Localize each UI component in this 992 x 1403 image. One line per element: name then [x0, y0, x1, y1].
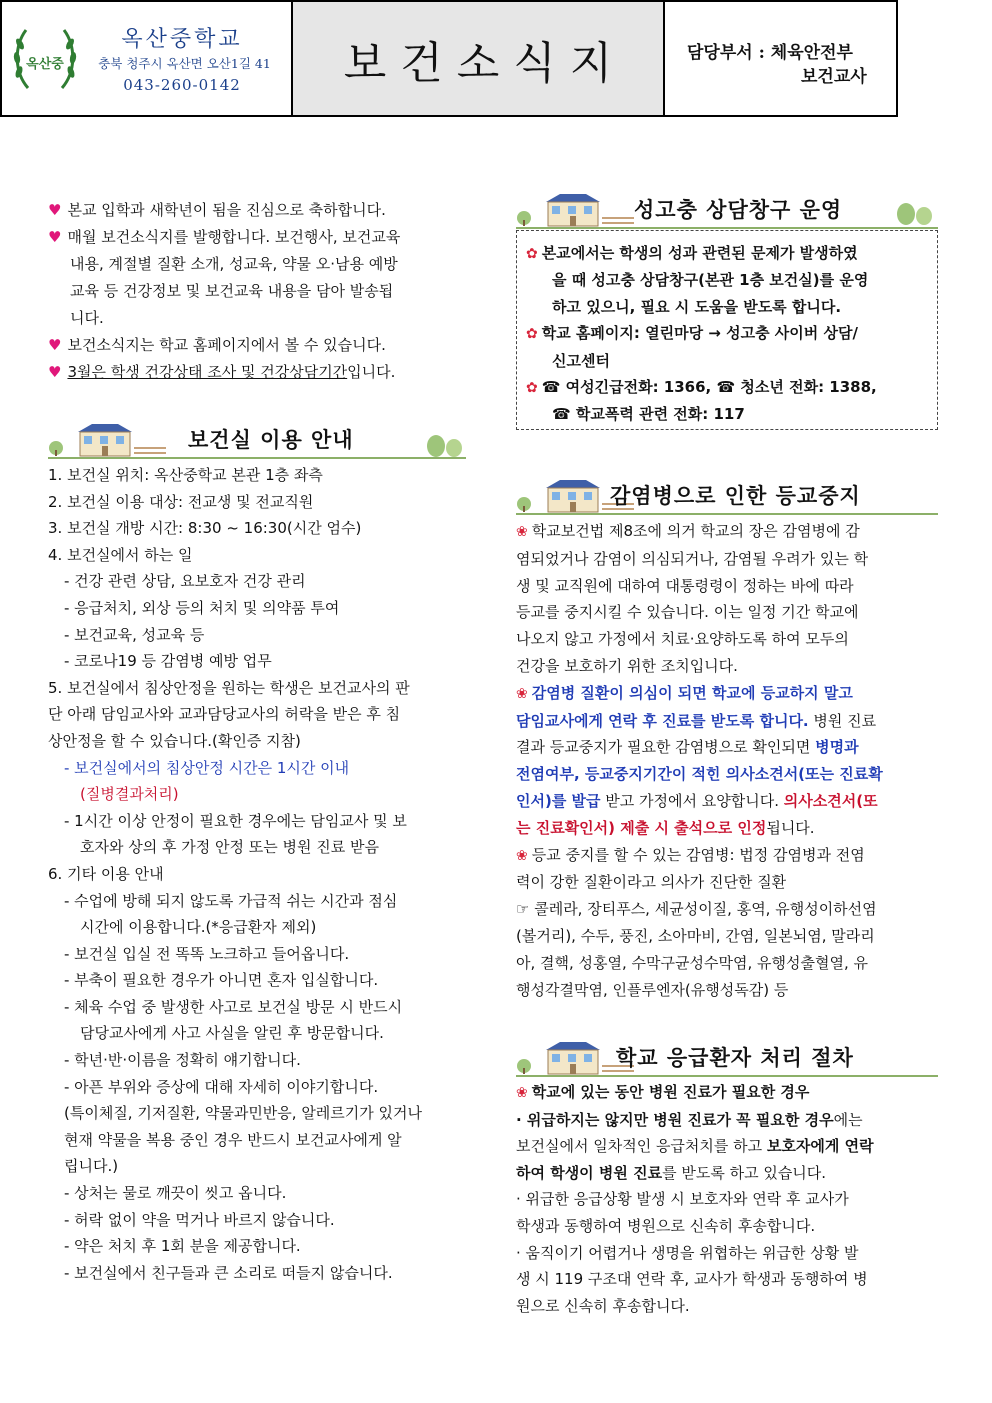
intro-item-cont: 내용, 계절별 질환 소개, 성교육, 약물 오·남용 예방 — [70, 255, 398, 273]
paragraph-line: 나오지 않고 가정에서 치료·요양하도록 하여 모두의 — [516, 630, 849, 649]
flower-icon: ✿ — [526, 380, 538, 397]
paragraph-line: ❀ 감염병 질환이 의심이 되면 학교에 등교하지 말고 — [516, 683, 853, 702]
school-name: 옥산중학교 — [121, 27, 243, 52]
banner-underline — [516, 1075, 938, 1077]
paragraph-line: 인서)를 발급 받고 가정에서 요양합니다. 의사소견서(또 — [516, 791, 878, 810]
section-title: 성고충 상담창구 운영 — [634, 198, 843, 222]
list-item: - 보건실에서의 침상안정 시간은 1시간 이내 — [64, 758, 350, 777]
intro-item: ♥ 3월은 학생 건강상태 조사 및 건강상담기간입니다. — [48, 363, 396, 381]
tree-icon — [424, 432, 464, 460]
banner-infection — [516, 478, 938, 518]
list-item: - 응급처치, 외상 등의 처치 및 의약품 투여 — [64, 598, 340, 617]
list-item: 을 때 성고충 상담창구(본관 1층 보건실)를 운영 — [552, 271, 869, 290]
paragraph-line: 전염여부, 등교중지기간이 적힌 의사소견서(또는 진료확 — [516, 765, 883, 784]
paragraph-line: (볼거리), 수두, 풍진, 소아마비, 간염, 일본뇌염, 말라리 — [516, 926, 875, 945]
department-info — [665, 2, 896, 115]
list-item: ☎ 학교폭력 관련 전화: 117 — [552, 405, 745, 424]
school-address: 충북 청주시 옥산면 오산1길 41 — [98, 56, 271, 71]
emergency-list — [516, 1079, 946, 1319]
phone-icon: ☎ — [541, 378, 566, 397]
list-item: 6. 기타 이용 안내 — [48, 864, 164, 883]
list-item: 5. 보건실에서 침상안정을 원하는 학생은 보건교사의 판 — [48, 678, 410, 697]
paragraph-line: · 움직이기 어렵거나 생명을 위협하는 위급한 상황 발 — [516, 1243, 859, 1262]
flower-icon: ✿ — [526, 326, 538, 343]
paragraph-line: 아, 결핵, 성홍열, 수막구균성수막염, 유행성출혈열, 유 — [516, 953, 868, 972]
phone-icon: ☎ — [552, 405, 576, 424]
list-item: - 수업에 방해 되지 않도록 가급적 쉬는 시간과 점심 — [64, 891, 398, 910]
paragraph-line: 학생과 동행하여 병원으로 신속히 후송합니다. — [516, 1216, 816, 1235]
heart-icon: ♥ — [48, 201, 62, 219]
paragraph-line: 생 및 교직원에 대하여 대통령령이 정하는 바에 따라 — [516, 576, 854, 595]
health-room-list — [48, 462, 488, 1286]
paragraph-line: ❀ 등교 중지를 할 수 있는 감염병: 법정 감염병과 전염 — [516, 845, 865, 864]
paragraph-line: 는 진료확인서) 제출 시 출석으로 인정됩니다. — [516, 818, 815, 837]
intro-item: ♥ 매월 보건소식지를 발행합니다. 보건행사, 보건교육 — [48, 228, 401, 246]
paragraph-line: ☞ 콜레라, 장티푸스, 세균성이질, 홍역, 유행성이하선염 — [516, 900, 877, 919]
banner-emergency — [516, 1040, 938, 1080]
flower-icon: ❀ — [516, 524, 528, 540]
flower-icon: ❀ — [516, 1085, 528, 1101]
banner-underline — [516, 513, 938, 515]
svg-text:옥산중: 옥산중 — [26, 57, 64, 72]
list-item: (질병결과처리) — [80, 785, 179, 804]
paragraph-line: 담임교사에게 연락 후 진료를 받도록 합니다. 병원 진료 — [516, 711, 877, 730]
paragraph-line: 력이 강한 질환이라고 의사가 진단한 질환 — [516, 873, 787, 892]
newsletter-header — [0, 0, 898, 117]
list-item: - 학년·반·이름을 정확히 얘기합니다. — [64, 1051, 301, 1070]
heart-icon: ♥ — [48, 228, 62, 246]
paragraph-line: 원으로 신속히 후송합니다. — [516, 1296, 690, 1315]
paragraph-line: 생 시 119 구조대 연락 후, 교사가 학생과 동행하여 병 — [516, 1270, 868, 1289]
list-item: ✿ 본교에서는 학생의 성과 관련된 문제가 발생하였 — [526, 244, 858, 262]
list-item: - 보건교육, 성교육 등 — [64, 625, 205, 644]
list-item: ✿ ☎ 여성긴급전화: 1366, ☎ 청소년 전화: 1388, — [526, 378, 877, 397]
school-emblem-icon — [12, 22, 78, 94]
intro-item-cont: 교육 등 건강정보 및 보건교육 내용을 담아 발송됩 — [70, 282, 394, 300]
list-item: - 보건실에서 친구들과 큰 소리로 떠들지 않습니다. — [64, 1263, 393, 1282]
list-item: 하고 있으니, 필요 시 도움을 받도록 합니다. — [552, 297, 842, 316]
section-title: 보건실 이용 안내 — [188, 428, 354, 452]
paragraph-line: 건강을 보호하기 위한 조치입니다. — [516, 656, 738, 675]
paragraph-line: 결과 등교중지가 필요한 감염병으로 확인되면 병명과 — [516, 738, 859, 757]
list-item: - 약은 처치 후 1회 분을 제공합니다. — [64, 1237, 301, 1256]
paragraph-line: · 위급하지는 않지만 병원 진료가 꼭 필요한 경우에는 — [516, 1110, 863, 1129]
newsletter-title-box — [293, 2, 665, 115]
paragraph-line: · 위급한 응급상황 발생 시 보호자와 연락 후 교사가 — [516, 1190, 849, 1209]
counsel-list — [526, 240, 936, 428]
newsletter-title: 보건소식지 — [343, 37, 627, 89]
list-item: - 코로나19 등 감염병 예방 업무 — [64, 652, 272, 671]
house-icon — [48, 422, 168, 458]
paragraph-line: 염되었거나 감염이 의심되거나, 감염될 우려가 있는 학 — [516, 549, 869, 568]
list-item: 시간에 이용합니다.(*응급환자 제외) — [80, 918, 317, 937]
list-item: - 체육 수업 중 발생한 사고로 보건실 방문 시 반드시 — [64, 997, 403, 1016]
flower-icon: ✿ — [526, 246, 538, 262]
paragraph-line: ❀ 학교보건법 제8조에 의거 학교의 장은 감염병에 감 — [516, 522, 860, 540]
list-item: - 허락 없이 약을 먹거나 바르지 않습니다. — [64, 1210, 335, 1229]
list-item: 신고센터 — [552, 351, 610, 370]
list-item: 립니다.) — [64, 1157, 119, 1176]
paragraph-line: 하여 학생이 병원 진료를 받도록 하고 있습니다. — [516, 1163, 827, 1182]
list-item: 호자와 상의 후 가정 안정 또는 병원 진료 받음 — [80, 838, 379, 857]
paragraph-line: 등교를 중지시킬 수 있습니다. 이는 일정 기간 학교에 — [516, 603, 859, 622]
house-icon — [516, 192, 636, 228]
intro-list — [48, 197, 488, 386]
list-item: ✿ 학교 홈페이지: 열린마당 → 성고충 사이버 상담/ — [526, 324, 858, 343]
list-item: - 상처는 물로 깨끗이 씻고 옵니다. — [64, 1184, 287, 1203]
list-item: 2. 보건실 이용 대상: 전교생 및 전교직원 — [48, 492, 314, 511]
teacher-label: 보건교사 — [801, 67, 867, 87]
flower-icon: ❀ — [516, 847, 528, 864]
paragraph-line: 보건실에서 일차적인 응급처치를 하고 보호자에게 연락 — [516, 1137, 874, 1156]
list-item: 담당교사에게 사고 사실을 알린 후 방문합니다. — [80, 1024, 384, 1043]
intro-item: ♥ 보건소식지는 학교 홈페이지에서 볼 수 있습니다. — [48, 336, 386, 354]
banner-underline — [516, 227, 938, 229]
intro-item: ♥ 본교 입학과 새학년이 됨을 진심으로 축하합니다. — [48, 201, 386, 219]
list-item: (특이체질, 기저질환, 약물과민반응, 알레르기가 있거나 — [64, 1104, 423, 1123]
banner-health-room — [48, 422, 466, 462]
intro-item-cont: 니다. — [70, 309, 104, 327]
heart-icon: ♥ — [48, 363, 62, 381]
list-item: - 1시간 이상 안정이 필요한 경우에는 담임교사 및 보 — [64, 811, 407, 830]
list-item: - 부축이 필요한 경우가 아니면 혼자 입실합니다. — [64, 971, 379, 990]
tree-icon — [894, 200, 934, 228]
list-item: 단 아래 담임교사와 교과담당교사의 허락을 받은 후 침 — [48, 705, 401, 724]
list-item: 1. 보건실 위치: 옥산중학교 본관 1층 좌측 — [48, 466, 323, 484]
list-item: - 보건실 입실 전 똑똑 노크하고 들어옵니다. — [64, 944, 350, 963]
list-item: 4. 보건실에서 하는 일 — [48, 545, 193, 564]
flower-icon: ❀ — [516, 685, 528, 702]
paragraph-line: 행성각결막염, 인플루엔자(유행성독감) 등 — [516, 980, 789, 999]
list-item: 상안정을 할 수 있습니다.(확인증 지참) — [48, 731, 301, 750]
banner-underline — [48, 457, 466, 459]
section-title: 감염병으로 인한 등교중지 — [610, 484, 861, 508]
school-phone: 043-260-0142 — [123, 76, 241, 94]
school-info — [2, 2, 293, 115]
list-item: 3. 보건실 개방 시간: 8:30 ~ 16:30(시간 엄수) — [48, 519, 362, 538]
list-item: - 건강 관련 상담, 요보호자 건강 관리 — [64, 572, 306, 591]
phone-icon: ☎ — [716, 378, 741, 397]
list-item: 현재 약물을 복용 중인 경우 반드시 보건교사에게 알 — [64, 1130, 402, 1149]
list-item: - 아픈 부위와 증상에 대해 자세히 이야기합니다. — [64, 1077, 379, 1096]
department-label: 담당부서 : 체육안전부 — [687, 43, 853, 63]
paragraph-line: ❀ 학교에 있는 동안 병원 진료가 필요한 경우 — [516, 1083, 810, 1101]
section-title: 학교 응급환자 처리 절차 — [616, 1046, 854, 1070]
heart-icon: ♥ — [48, 336, 62, 354]
infection-list — [516, 518, 946, 1003]
banner-counsel — [516, 192, 938, 232]
